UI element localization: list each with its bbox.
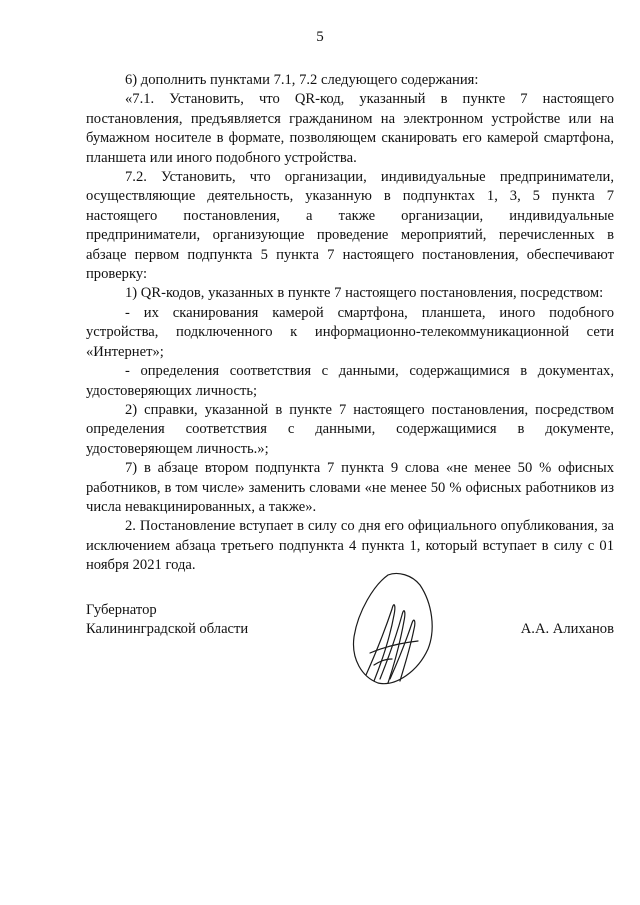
paragraph-effective-date: 2. Постановление вступает в силу со дня его официального опубликования, за исключением абзаца третьего подпункта 4 пункта 1, который вступает в силу с 01 ноября 2021 года.	[86, 518, 614, 574]
paragraph-7-2: 7.2. Установить, что организации, индивидуальные предприниматели, осуществляющие деятельность, указанную в подпунктах 1, 3, 5 пункта 7 настоящего постановления, а также организации, индивидуальные предприниматели, организующие проведение мероприятий, перечисленных в абзаце первом подпункта 5 пункта 7 настоящего постановления, обеспечивают проверку:	[86, 169, 614, 283]
signer-position-line-1: Губернатор	[86, 602, 157, 618]
signer-name: А.А. Алиханов	[520, 621, 614, 637]
paragraph-bullet-scanning: - их сканирования камерой смартфона, планшета, иного подобного устройства, подключенного к информационно-телекоммуникационной сети «Интернет»;	[86, 304, 614, 360]
signer-position	[86, 601, 248, 640]
page-number: 5	[316, 29, 324, 45]
signature-block	[86, 601, 614, 661]
paragraph-subitem-2: 2) справки, указанной в пункте 7 настоящего постановления, посредством определения соответствия с данными, содержащимися в документе, удостоверяющем личность.»;	[86, 401, 614, 457]
paragraph-item-7: 7) в абзаце втором подпункта 7 пункта 9 слова «не менее 50 % офисных работников, в том числе» заменить словами «не менее 50 % офисных работников из числа невакцинированных, а также».	[86, 460, 614, 515]
paragraph-item-6: 6) дополнить пунктами 7.1, 7.2 следующего содержания:	[125, 72, 479, 88]
signer-position-line-2: Калининградской области	[86, 621, 249, 638]
paragraph-bullet-identity: - определения соответствия с данными, содержащимися в документах, удостоверяющих личность;	[86, 363, 614, 399]
paragraph-subitem-1: 1) QR-кодов, указанных в пункте 7 настоящего постановления, посредством:	[125, 285, 604, 302]
paragraph-7-1: «7.1. Установить, что QR-код, указанный в пункте 7 настоящего постановления, предъявляется гражданином на электронном устройстве или на бумажном носителе в формате, позволяющем сканировать его камерой смартфона, планшета или иного подобного устройства.	[86, 91, 614, 166]
document-body	[86, 71, 614, 576]
handwritten-signature	[344, 567, 440, 689]
